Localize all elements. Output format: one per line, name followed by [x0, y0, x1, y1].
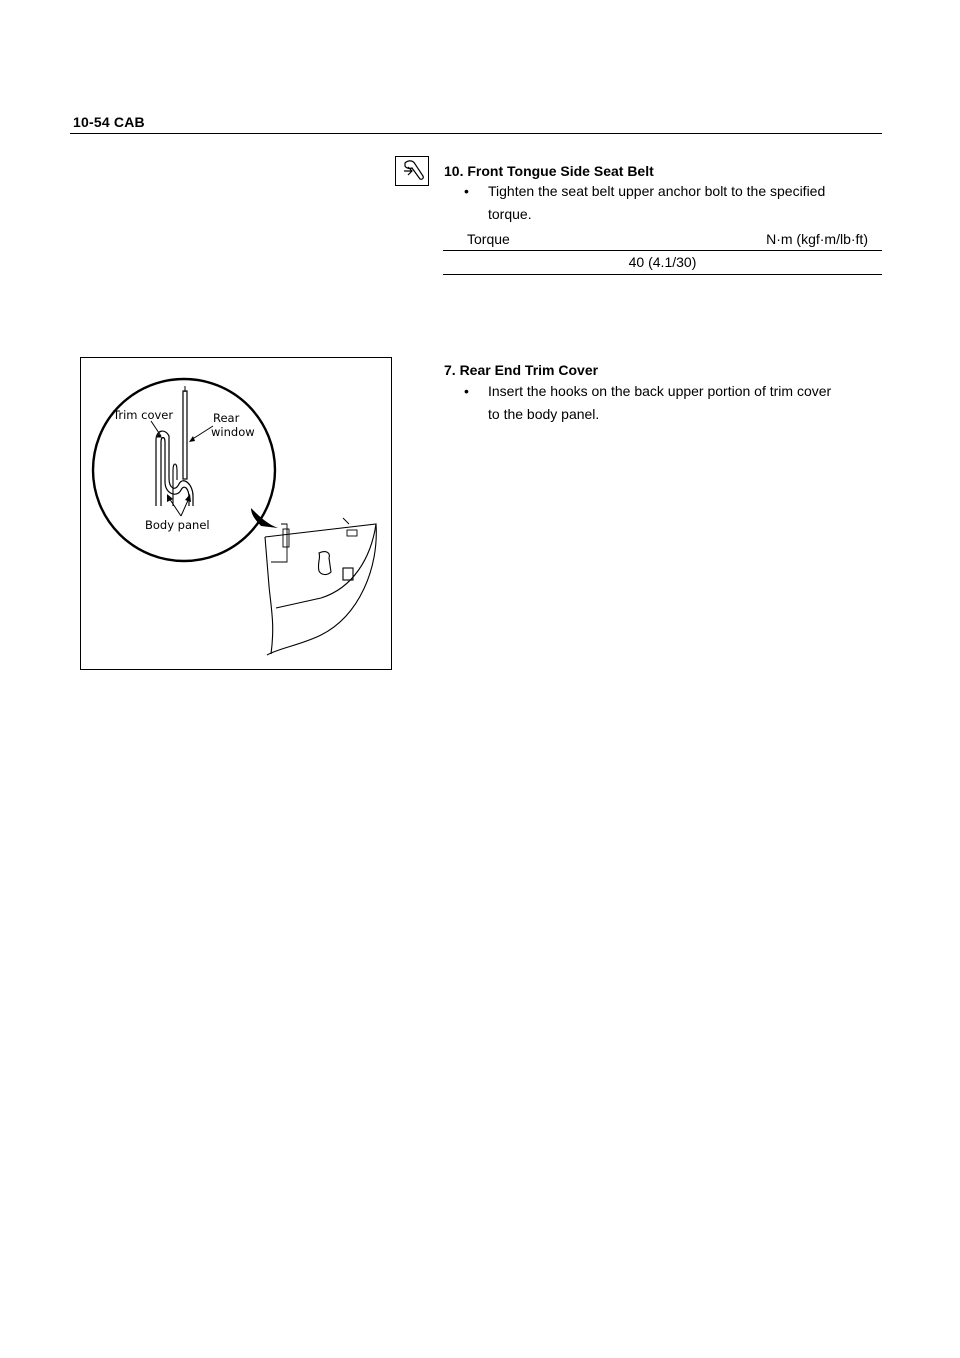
- bullet-icon: •: [464, 183, 469, 199]
- magnifier-circle: [93, 379, 275, 561]
- trim-cover-figure: [80, 357, 392, 670]
- label-rear: Rear: [213, 411, 240, 425]
- label-window: window: [211, 425, 255, 439]
- step-10-title: 10. Front Tongue Side Seat Belt: [444, 163, 654, 179]
- step-10-bullet-line-1: Tighten the seat belt upper anchor bolt to the specified: [488, 183, 826, 199]
- panel-opening: [318, 552, 331, 575]
- label-body-panel: Body panel: [145, 518, 210, 532]
- torque-label: Torque: [467, 231, 510, 247]
- page-header: 10-54 CAB: [73, 114, 145, 130]
- rear-panel-outline: [265, 524, 376, 608]
- step-7-title: 7. Rear End Trim Cover: [444, 362, 599, 378]
- torque-table-header: [443, 228, 882, 251]
- step-7-bullet: [464, 380, 882, 426]
- bullet-icon: •: [464, 383, 469, 399]
- hook-marker: [283, 529, 289, 547]
- step-10-bullet-line-2: torque.: [488, 206, 532, 222]
- label-trim-cover: Trim cover: [113, 408, 174, 422]
- step-10-bullet: [464, 180, 882, 226]
- rear-window-glass: [183, 391, 187, 479]
- torque-value: 40 (4.1/30): [628, 254, 697, 270]
- torque-table: [443, 228, 882, 275]
- torque-wrench-icon: [395, 156, 429, 186]
- torque-unit: N·m (kgf·m/lb·ft): [766, 231, 868, 247]
- torque-value-row: [443, 251, 882, 275]
- step-7-bullet-line-1: Insert the hooks on the back upper portion of trim cover: [488, 383, 832, 399]
- step-7-bullet-line-2: to the body panel.: [488, 406, 600, 422]
- header-divider: [70, 133, 882, 134]
